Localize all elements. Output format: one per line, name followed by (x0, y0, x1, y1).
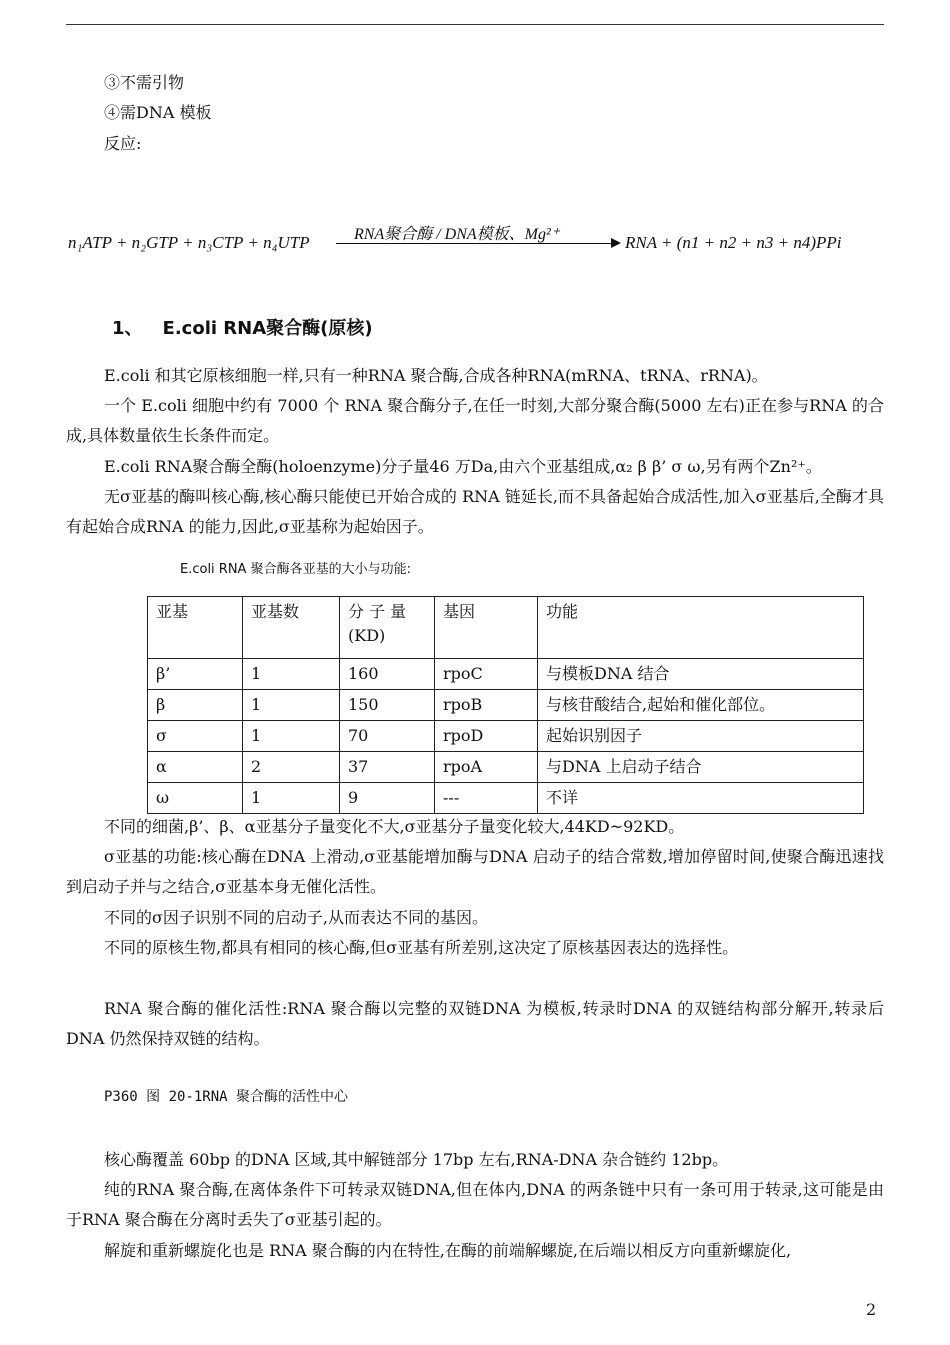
table-row (148, 659, 864, 690)
table-row (148, 783, 864, 814)
reaction-equation (68, 221, 858, 261)
header-count: 亚基数 (243, 597, 340, 659)
figure-reference: P360 图 20-1RNA 聚合酶的活性中心 (104, 1089, 349, 1105)
cell-mass: 150 (340, 690, 435, 721)
header-subunit: 亚基 (148, 597, 243, 659)
cell-function: 不详 (538, 783, 864, 814)
header-gene: 基因 (435, 597, 538, 659)
cell-subunit: β’ (148, 659, 243, 690)
cell-function: 与模板DNA 结合 (538, 659, 864, 690)
cell-mass: 9 (340, 783, 435, 814)
paragraph-4: 无σ亚基的酶叫核心酶,核心酶只能使已开始合成的 RNA 链延长,而不具备起始合成活性,加入σ亚基后,全酶才具有起始合成RNA 的能力,因此,σ亚基称为起始因子。 (66, 487, 884, 536)
cell-subunit: ω (148, 783, 243, 814)
cell-function: 与DNA 上启动子结合 (538, 752, 864, 783)
paragraph-11: 纯的RNA 聚合酶,在离体条件下可转录双链DNA,但在体内,DNA 的两条链中只有一条可用于转录,这可能是由于RNA 聚合酶在分离时丢失了σ亚基引起的。 (66, 1180, 884, 1229)
cell-count: 1 (243, 721, 340, 752)
section-heading (112, 314, 373, 340)
header-mass: 分 子 量 (KD) (340, 597, 435, 659)
paragraph-3: E.coli RNA聚合酶全酶(holoenzyme)分子量46 万Da,由六个亚基组成,α₂ β β’ σ ω,另有两个Zn²⁺。 (104, 457, 822, 476)
page-number: 2 (866, 1300, 877, 1319)
cell-gene: rpoB (435, 690, 538, 721)
header-function: 功能 (538, 597, 864, 659)
cell-count: 2 (243, 752, 340, 783)
paragraph-6: σ亚基的功能:核心酶在DNA 上滑动,σ亚基能增加酶与DNA 启动子的结合常数,增加停留时间,使聚合酶迅速找到启动子并与之结合,σ亚基本身无催化活性。 (66, 847, 884, 896)
cell-mass: 160 (340, 659, 435, 690)
table-caption: E.coli RNA 聚合酶各亚基的大小与功能: (180, 562, 411, 577)
cell-count: 1 (243, 783, 340, 814)
cell-gene: --- (435, 783, 538, 814)
equation-condition: RNA聚合酶 / DNA模板、Mg²⁺ (354, 226, 560, 243)
list-item-4: ④需DNA 模板 (104, 103, 212, 122)
cell-mass: 70 (340, 721, 435, 752)
paragraph-8: 不同的原核生物,都具有相同的核心酶,但σ亚基有所差别,这决定了原核基因表达的选择性。 (104, 938, 739, 957)
subunit-table (147, 596, 864, 814)
cell-mass: 37 (340, 752, 435, 783)
paragraph-1: E.coli 和其它原核细胞一样,只有一种RNA 聚合酶,合成各种RNA(mRNA、tRNA、rRNA)。 (104, 366, 768, 385)
reaction-label: 反应: (104, 134, 142, 153)
cell-subunit: β (148, 690, 243, 721)
equation-products: RNA + (n1 + n2 + n3 + n4)PPi (625, 233, 842, 252)
cell-count: 1 (243, 690, 340, 721)
paragraph-7: 不同的σ因子识别不同的启动子,从而表达不同的基因。 (104, 908, 489, 927)
paragraph-12: 解旋和重新螺旋化也是 RNA 聚合酶的内在特性,在酶的前端解螺旋,在后端以相反方向重新螺旋化, (104, 1241, 792, 1260)
section-number: 1、 (112, 318, 143, 339)
header-rule (66, 24, 884, 25)
reaction-arrowhead (611, 238, 621, 248)
section-title: E.coli RNA聚合酶(原核) (162, 318, 373, 339)
table-header-row (148, 597, 864, 659)
list-item-3: ③不需引物 (104, 73, 185, 92)
table-row (148, 752, 864, 783)
table-row (148, 690, 864, 721)
paragraph-5: 不同的细菌,β’、β、α亚基分子量变化不大,σ亚基分子量变化较大,44KD~92KD。 (104, 817, 685, 836)
reaction-arrow (336, 243, 616, 244)
cell-function: 起始识别因子 (538, 721, 864, 752)
cell-function: 与核苷酸结合,起始和催化部位。 (538, 690, 864, 721)
cell-gene: rpoA (435, 752, 538, 783)
cell-gene: rpoC (435, 659, 538, 690)
paragraph-2: 一个 E.coli 细胞中约有 7000 个 RNA 聚合酶分子,在任一时刻,大部分聚合酶(5000 左右)正在参与RNA 的合成,具体数量依生长条件而定。 (66, 396, 884, 445)
cell-subunit: σ (148, 721, 243, 752)
cell-count: 1 (243, 659, 340, 690)
paragraph-10: 核心酶覆盖 60bp 的DNA 区域,其中解链部分 17bp 左右,RNA-DNA 杂合链约 12bp。 (104, 1150, 729, 1169)
cell-gene: rpoD (435, 721, 538, 752)
cell-subunit: α (148, 752, 243, 783)
equation-reactants: n₁ATP + n₂GTP + n₃CTP + n₄UTP (68, 233, 310, 252)
paragraph-9: RNA 聚合酶的催化活性:RNA 聚合酶以完整的双链DNA 为模板,转录时DNA 的双链结构部分解开,转录后DNA 仍然保持双链的结构。 (66, 999, 884, 1048)
table-row (148, 721, 864, 752)
